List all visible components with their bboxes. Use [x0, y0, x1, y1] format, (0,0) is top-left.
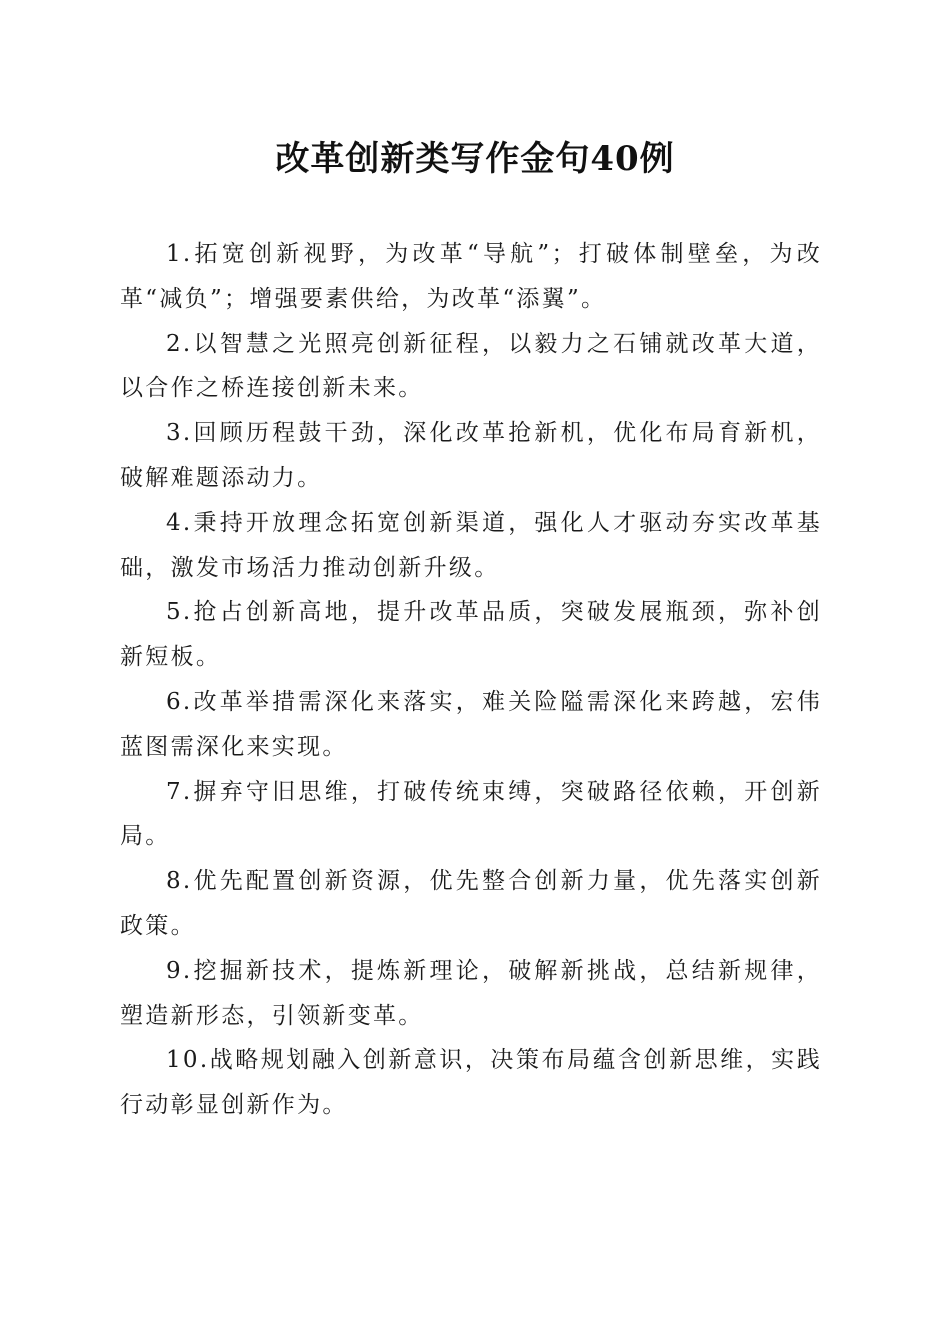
- paragraph-2: 2.以智慧之光照亮创新征程，以毅力之石铺就改革大道，以合作之桥连接创新未来。: [120, 330, 822, 402]
- paragraph-9: 9.挖掘新技术，提炼新理论，破解新挑战，总结新规律，塑造新形态，引领新变革。: [120, 957, 822, 1029]
- paragraph-3: 3.回顾历程鼓干劲，深化改革抢新机，优化布局育新机，破解难题添动力。: [120, 420, 822, 491]
- paragraph-7: 7.摒弃守旧思维，打破传统束缚，突破路径依赖，开创新局。: [120, 778, 822, 850]
- paragraph-6: 6.改革举措需深化来落实，难关险隘需深化来跨越，宏伟蓝图需深化来实现。: [120, 688, 822, 760]
- paragraph-1: 1.拓宽创新视野，为改革“导航”；打破体制壁垒，为改革“减负”；增强要素供给，为改革“添翼”。: [120, 241, 822, 312]
- paragraph-8: 8.优先配置创新资源，优先整合创新力量，优先落实创新政策。: [120, 868, 822, 939]
- paragraph-10: 10.战略规划融入创新意识，决策布局蕴含创新思维，实践行动彰显创新作为。: [120, 1047, 822, 1119]
- paragraph-4: 4.秉持开放理念拓宽创新渠道，强化人才驱动夯实改革基础，激发市场活力推动创新升级。: [120, 509, 822, 581]
- paragraph-5: 5.抢占创新高地，提升改革品质，突破发展瓶颈，弥补创新短板。: [120, 599, 822, 671]
- document-body: [120, 232, 822, 1128]
- document-title: 改革创新类写作金句40例: [275, 139, 675, 179]
